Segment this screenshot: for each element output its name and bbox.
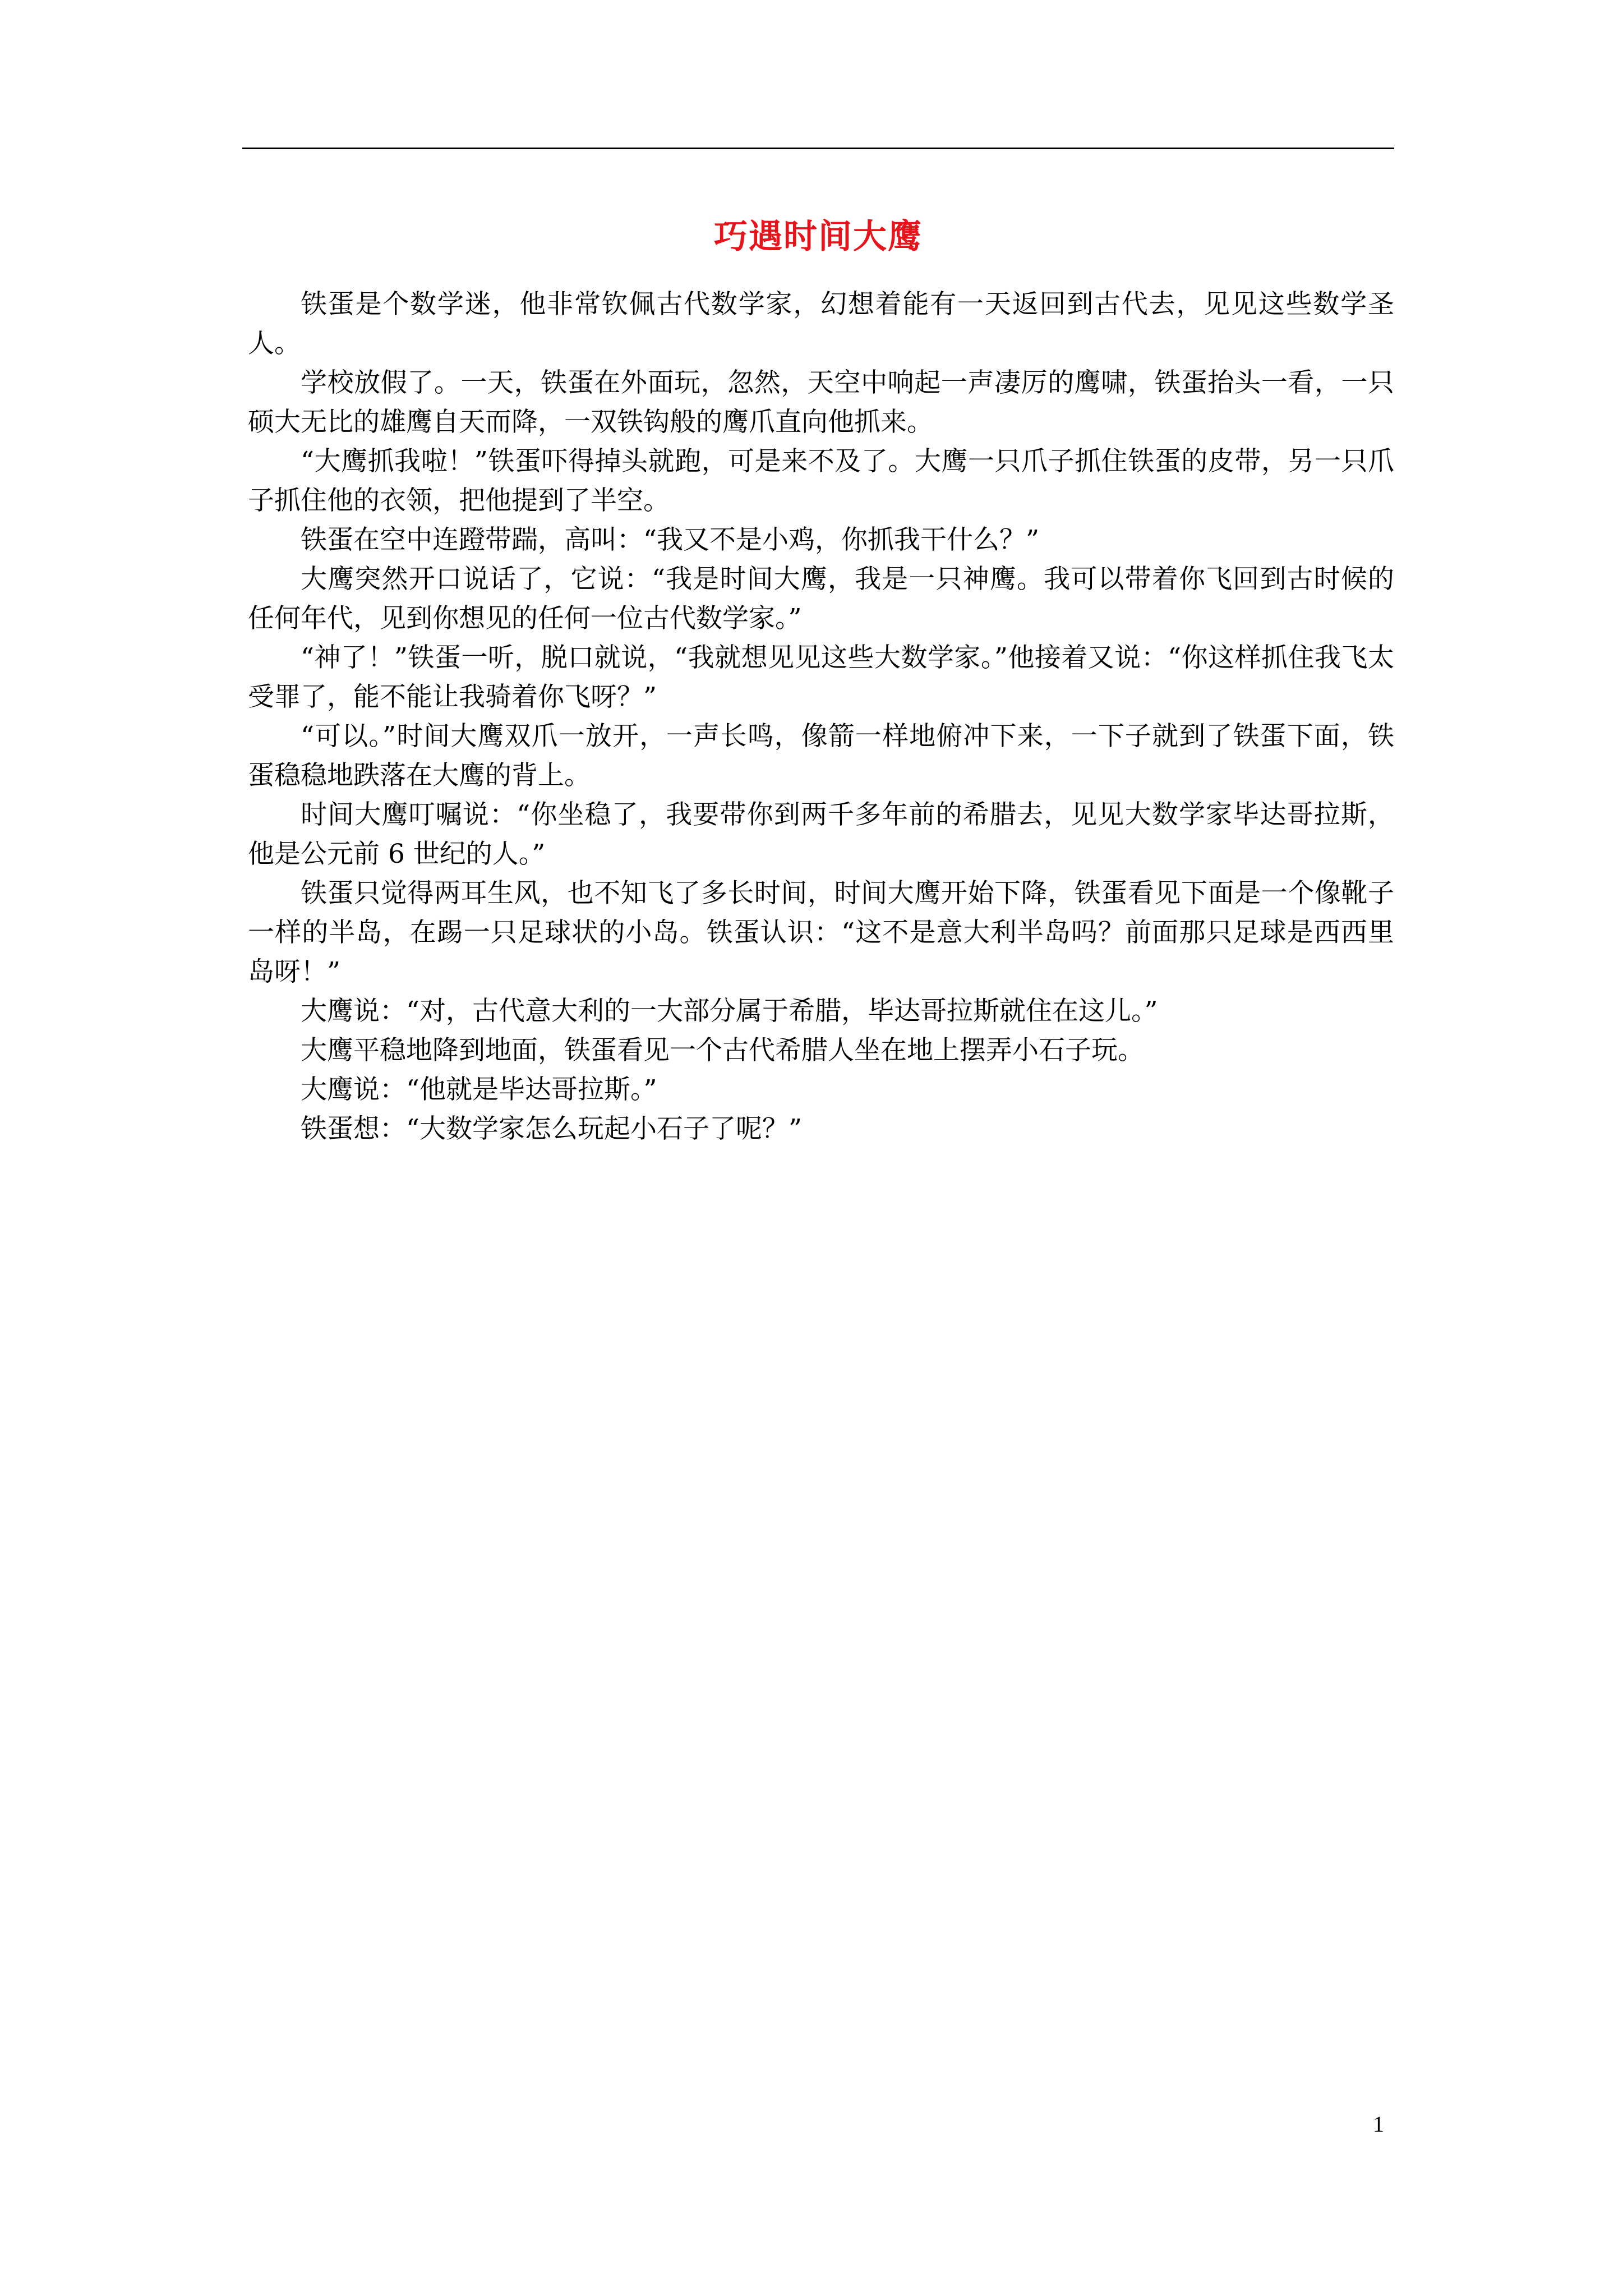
paragraph: 大鹰说：“对，古代意大利的一大部分属于希腊，毕达哥拉斯就住在这儿。” bbox=[301, 996, 1158, 1027]
paragraph: 时间大鹰叮嘱说：“你坐稳了，我要带你到两千多年前的希腊去，见见大数学家毕达哥拉斯，他是公元前 6 世纪的人。” bbox=[248, 799, 1394, 869]
document-body bbox=[248, 285, 1394, 1149]
paragraph: “可以。”时间大鹰双爪一放开，一声长鸣，像箭一样地俯冲下来，一下子就到了铁蛋下面，铁蛋稳稳地跌落在大鹰的背上。 bbox=[248, 721, 1394, 791]
paragraph: “大鹰抓我啦！”铁蛋吓得掉头就跑，可是来不及了。大鹰一只爪子抓住铁蛋的皮带，另一只爪子抓住他的衣领，把他提到了半空。 bbox=[248, 446, 1394, 516]
header-rule bbox=[242, 148, 1394, 149]
paragraph: 大鹰说：“他就是毕达哥拉斯。” bbox=[301, 1074, 657, 1105]
paragraph: “神了！”铁蛋一听，脱口就说，“我就想见见这些大数学家。”他接着又说：“你这样抓住我飞太受罪了，能不能让我骑着你飞呀？” bbox=[248, 642, 1394, 712]
paragraph: 铁蛋在空中连蹬带踹，高叫：“我又不是小鸡，你抓我干什么？” bbox=[301, 524, 1040, 555]
paragraph: 铁蛋只觉得两耳生风，也不知飞了多长时间，时间大鹰开始下降，铁蛋看见下面是一个像靴子一样的半岛，在踢一只足球状的小岛。铁蛋认识：“这不是意大利半岛吗？前面那只足球是西西里岛呀！” bbox=[248, 878, 1394, 987]
paragraph: 铁蛋想：“大数学家怎么玩起小石子了呢？” bbox=[301, 1114, 803, 1144]
paragraph: 大鹰突然开口说话了，它说：“我是时间大鹰，我是一只神鹰。我可以带着你飞回到古时候的任何年代，见到你想见的任何一位古代数学家。” bbox=[248, 564, 1394, 634]
paragraph: 大鹰平稳地降到地面，铁蛋看见一个古代希腊人坐在地上摆弄小石子玩。 bbox=[301, 1035, 1144, 1066]
paragraph: 铁蛋是个数学迷，他非常钦佩古代数学家，幻想着能有一天返回到古代去，见见这些数学圣人。 bbox=[248, 289, 1394, 359]
paragraph: 学校放假了。一天，铁蛋在外面玩，忽然，天空中响起一声凄厉的鹰啸，铁蛋抬头一看，一只硕大无比的雄鹰自天而降，一双铁钩般的鹰爪直向他抓来。 bbox=[248, 367, 1394, 438]
page-title: 巧遇时间大鹰 bbox=[714, 217, 923, 256]
page-number: 1 bbox=[1373, 2111, 1384, 2137]
